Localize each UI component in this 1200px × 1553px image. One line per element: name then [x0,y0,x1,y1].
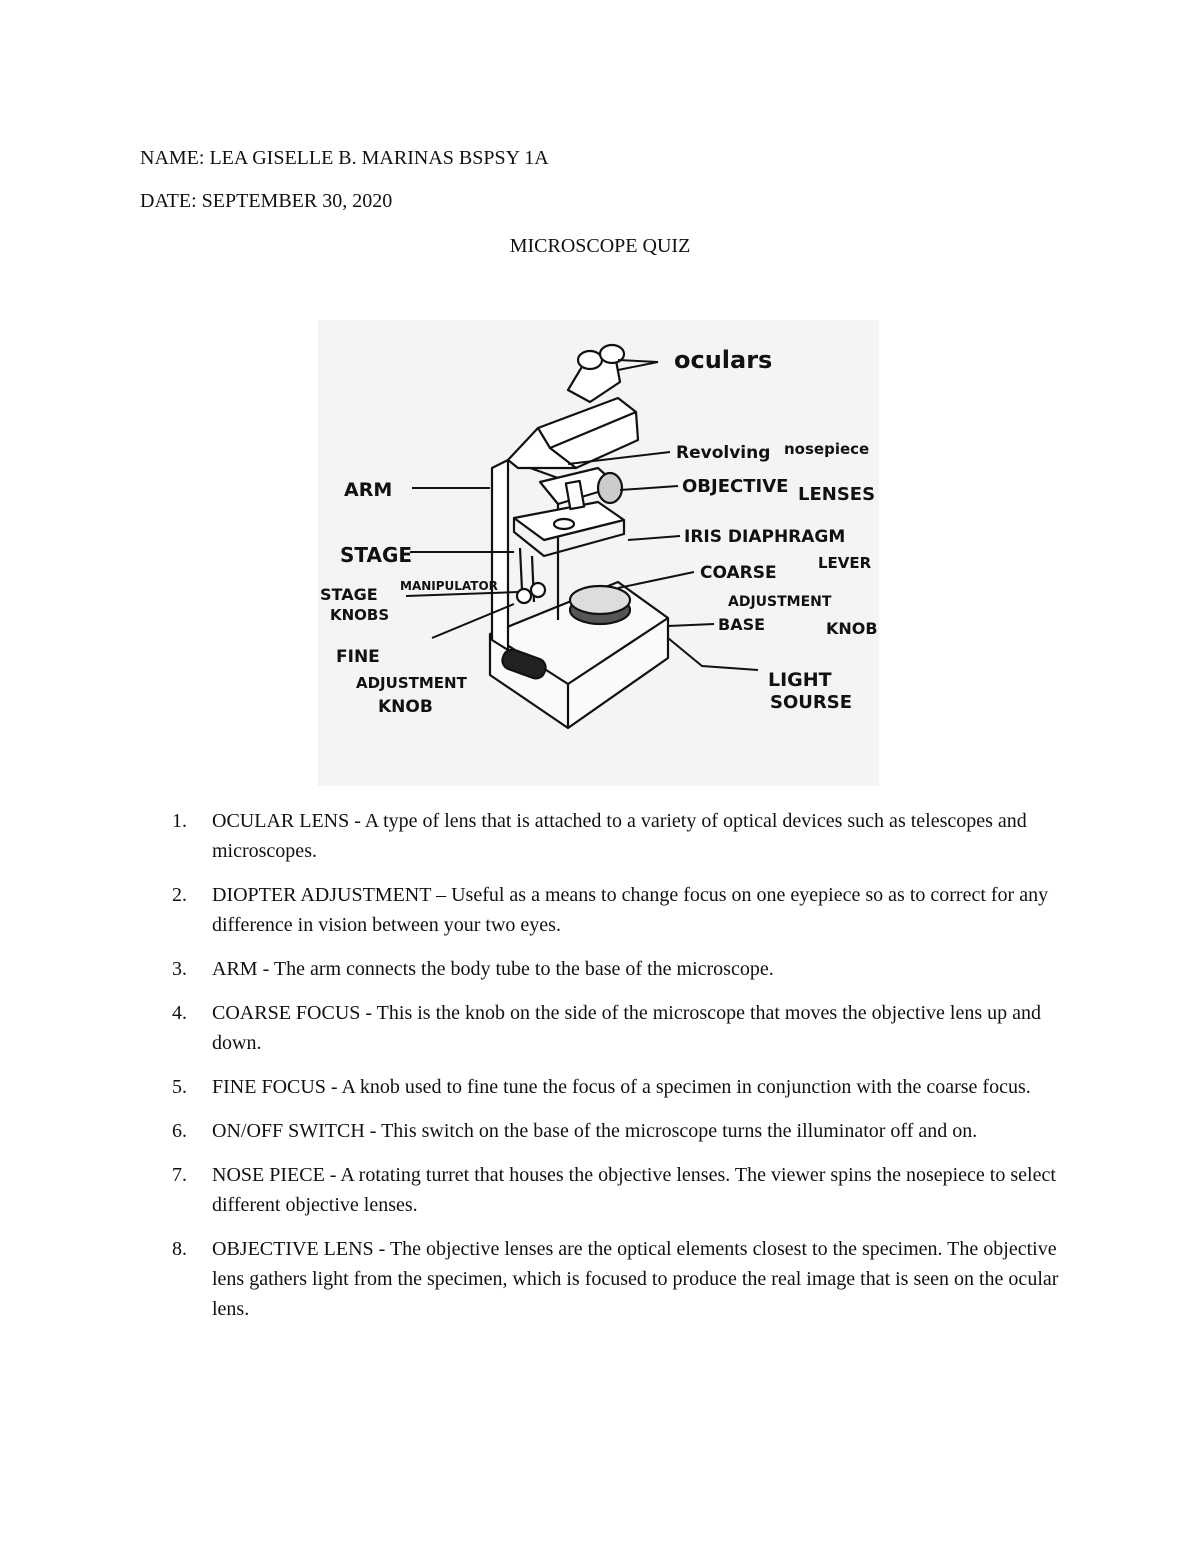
definition-text: DIOPTER ADJUSTMENT – Useful as a means to change focus on one eyepiece so as to correct for any difference in vision between your two eyes. [212,884,1049,936]
definition-number: 3. [172,958,187,980]
definition-item [162,806,1062,866]
stage-shape [514,502,624,540]
definition-text: ARM - The arm connects the body tube to the base of the microscope. [212,958,774,980]
definition-text: COARSE FOCUS - This is the knob on the side of the microscope that moves the objective lens up and down. [212,1002,1041,1054]
name-line: NAME: LEA GISELLE B. MARINAS BSPSY 1A [140,147,549,169]
definition-text: OBJECTIVE LENS - The objective lenses are the optical elements closest to the specimen. The objective lens gathers light from the specimen, which is focused to produce the real image that is seen on the ocular lens. [212,1238,1059,1320]
label-fine-adjustment: ADJUSTMENT [356,674,467,692]
label-stage: STAGE [340,543,413,567]
label-fine: FINE [336,647,380,667]
definition-number: 4. [172,1002,187,1024]
label-base: BASE [718,615,766,634]
definition-item [162,1160,1062,1220]
definition-number: 1. [172,810,187,832]
definition-text: ON/OFF SWITCH - This switch on the base of the microscope turns the illuminator off and on. [212,1120,978,1142]
label-sourse: SOURSE [770,692,853,713]
label-arm: ARM [344,479,393,501]
arm-shape [492,460,508,650]
label-adjustment: ADJUSTMENT [728,594,832,610]
definition-list [162,806,1062,1338]
definition-number: 6. [172,1120,187,1142]
label-lenses: LENSES [798,484,876,505]
definition-number: 5. [172,1076,187,1098]
label-knob: KNOB [826,619,878,638]
label-oculars: oculars [674,346,773,374]
label-knobs: KNOBS [330,606,390,624]
definition-text: OCULAR LENS - A type of lens that is attached to a variety of optical devices such as telescopes and microscopes. [212,810,1027,862]
label-stage-manipulator-1: STAGE [320,585,378,604]
microscope-drawing [490,345,668,728]
definition-item [162,1072,1062,1102]
definition-text: FINE FOCUS - A knob used to fine tune the focus of a specimen in conjunction with the coarse focus. [212,1076,1031,1098]
microscope-diagram [318,320,879,786]
definition-item [162,998,1062,1058]
definition-text: NOSE PIECE - A rotating turret that houses the objective lenses. The viewer spins the nosepiece to select different objective lenses. [212,1164,1056,1216]
definition-item [162,954,1062,984]
definition-item [162,880,1062,940]
definition-item [162,1116,1062,1146]
page-title: MICROSCOPE QUIZ [509,235,691,257]
label-iris-diaphragm: IRIS DIAPHRAGM [684,527,846,547]
date-line: DATE: SEPTEMBER 30, 2020 [140,190,393,212]
definition-item [162,1234,1062,1324]
definition-number: 8. [172,1238,187,1260]
label-coarse: COARSE [700,563,777,583]
label-nosepiece: nosepiece [784,440,870,458]
label-light: LIGHT [768,669,832,691]
label-stage-manipulator-2: MANIPULATOR [400,579,498,593]
definition-number: 2. [172,884,187,906]
label-lever: LEVER [818,554,872,572]
label-fine-knob: KNOB [378,697,433,717]
label-revolving: Revolving [676,443,771,463]
definition-number: 7. [172,1164,187,1186]
label-objective: OBJECTIVE [682,476,789,497]
